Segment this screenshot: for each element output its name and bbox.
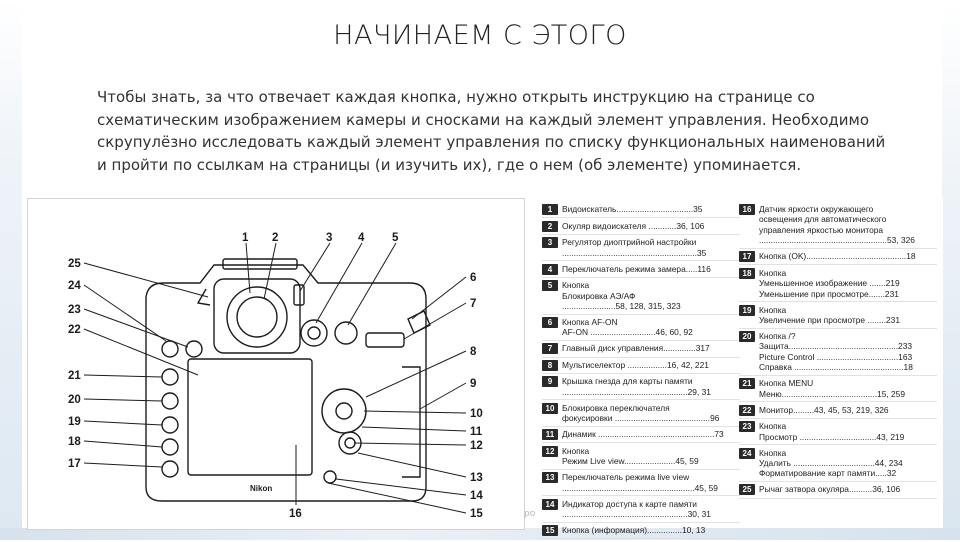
callout-number-20: 20 <box>68 394 81 406</box>
legend-text: Индикатор доступа к карте памяти ......................................................30, 31 <box>562 498 711 520</box>
legend-row-18 <box>739 268 937 302</box>
callout-number-23: 23 <box>68 304 81 316</box>
legend-text: Динамик ..................................................73 <box>562 429 724 440</box>
legend-number: 10 <box>542 403 558 414</box>
slide-title: НАЧИНАЕМ С ЭТОГО <box>333 20 627 51</box>
legend-number: 23 <box>739 421 755 432</box>
legend-text: Регулятор диоптрийной настройки ..........................................................35 <box>562 237 707 258</box>
legend-text: Кнопка Режим Live view......................45, 59 <box>562 445 699 467</box>
legend-row-3 <box>542 237 740 261</box>
legend-text: Мультиселектор .................16, 42, 221 <box>562 359 709 370</box>
legend-row-13 <box>542 472 740 496</box>
legend-panel <box>532 198 943 535</box>
legend-number: 16 <box>739 204 755 215</box>
legend-row-25 <box>739 484 937 498</box>
viewfinder-lens <box>237 297 277 337</box>
legend-number: 5 <box>542 280 558 291</box>
legend-number: 14 <box>542 499 558 510</box>
legend-text: Крышка гнезда для карты памяти ......................................................29, 31 <box>562 376 711 397</box>
callout-number-15: 15 <box>470 508 483 520</box>
legend-text: Кнопка (OK)...........................................18 <box>759 251 916 262</box>
legend-text: Окуляр видоискателя ............36, 106 <box>562 220 705 231</box>
legend-row-8 <box>542 360 740 374</box>
legend-number: 12 <box>542 446 558 457</box>
legend-row-24 <box>739 448 937 482</box>
decor-stripe-right <box>942 0 960 540</box>
callout-number-13: 13 <box>470 472 483 484</box>
main-command-dial <box>366 333 404 347</box>
callout-number-6: 6 <box>470 272 477 284</box>
legend-row-17 <box>739 251 937 265</box>
legend-number: 20 <box>739 331 755 342</box>
legend-number: 1 <box>542 204 558 215</box>
callout-number-3: 3 <box>326 232 333 244</box>
legend-row-21 <box>739 378 937 402</box>
legend-row-16 <box>739 204 937 249</box>
viewfinder-eyepiece <box>227 287 287 347</box>
legend-text: Переключатель режима live view .........................................................45, 59 <box>562 472 718 493</box>
legend-text: Кнопка Уменьшенное изображение .......219 Уменьшение при просмотре.......231 <box>759 267 900 299</box>
legend-text: Кнопка /? Защита...............................................233 Picture Control ...................................163 Справка ...............................................18 <box>759 330 913 373</box>
callout-number-14: 14 <box>470 490 483 502</box>
zoom-in-button <box>162 417 178 433</box>
legend-row-22 <box>739 405 937 419</box>
legend-text: Кнопка Просмотр .................................43, 219 <box>759 421 905 442</box>
legend-text: Видоискатель.................................35 <box>562 204 703 214</box>
callout-number-25: 25 <box>68 258 81 270</box>
playback-button <box>162 341 178 357</box>
callout-number-19: 19 <box>68 416 81 428</box>
diopter-knob <box>294 285 304 305</box>
legend-number: 2 <box>542 221 558 232</box>
brand-logo-text: Nikon <box>250 484 273 493</box>
legend-text: Кнопка Блокировка АЭ/АФ .......................58, 128, 315, 323 <box>562 280 681 311</box>
camera-diagram <box>28 199 524 529</box>
slide-body-text: Чтобы знать, за что отвечает каждая кнопка, нужно открыть инструкцию на странице со схематическим изображением камеры и сносками на каждый элемент управления. Необходимо скрупулёзно исследовать каждый элемент управления по списку функциональных наименований и пройти по ссылкам на страницы (и изучить их), где о нем (об элементе) упоминается. <box>97 88 886 174</box>
ok-button <box>162 461 178 477</box>
legend-text: Переключатель режима замера.....116 <box>562 263 711 274</box>
legend-column-1 <box>542 204 740 542</box>
legend-row-5 <box>542 280 740 314</box>
callout-number-5: 5 <box>392 232 399 244</box>
legend-row-11 <box>542 429 740 443</box>
legend-number: 25 <box>739 484 755 495</box>
callout-number-7: 7 <box>470 298 477 310</box>
callout-number-21: 21 <box>68 370 81 382</box>
watermark-text: ро <box>524 509 536 519</box>
legend-row-15 <box>542 525 740 539</box>
delete-button <box>186 341 202 357</box>
legend-row-14 <box>542 499 740 523</box>
legend-number: 11 <box>542 429 558 440</box>
legend-text: Монитор.........43, 45, 53, 219, 326 <box>759 404 889 415</box>
lcd-monitor <box>188 359 312 475</box>
metering-selector <box>301 320 327 346</box>
legend-number: 9 <box>542 376 558 387</box>
hot-shoe <box>223 259 297 269</box>
legend-text: Главный диск управления..............317 <box>562 343 710 354</box>
menu-button <box>162 369 178 385</box>
legend-row-1 <box>542 204 740 218</box>
legend-number: 6 <box>542 317 558 328</box>
callout-number-9: 9 <box>470 378 477 390</box>
legend-text: Датчик яркости окружающего освещения для автоматического управления яркостью монитора .......................................................53, 326 <box>759 204 915 246</box>
legend-text: Кнопка (информация)...............10, 13 <box>562 525 706 535</box>
legend-number: 19 <box>739 305 755 316</box>
callout-number-1: 1 <box>242 232 249 244</box>
legend-number: 8 <box>542 360 558 371</box>
camera-diagram-panel <box>27 198 525 530</box>
legend-text: Кнопка MENU Меню.........................................15, 259 <box>759 378 905 399</box>
callout-number-10: 10 <box>470 408 483 420</box>
legend-text: Блокировка переключателя фокусировки .........................................96 <box>562 402 720 424</box>
callout-number-18: 18 <box>68 436 81 448</box>
legend-row-9 <box>542 376 740 400</box>
legend-number: 15 <box>542 525 558 536</box>
legend-number: 22 <box>739 405 755 416</box>
callout-number-22: 22 <box>68 324 81 336</box>
legend-row-6 <box>542 317 740 341</box>
legend-number: 7 <box>542 343 558 354</box>
legend-row-7 <box>542 343 740 357</box>
callout-number-24: 24 <box>68 280 81 292</box>
legend-row-20 <box>739 331 937 376</box>
legend-number: 18 <box>739 268 755 279</box>
callout-number-11: 11 <box>470 426 483 438</box>
callout-number-2: 2 <box>272 232 279 244</box>
card-slot-cover <box>402 367 420 477</box>
legend-text: Кнопка Удалить ...................................44, 234 Форматирование карт памяти.....32 <box>759 447 903 479</box>
legend-number: 3 <box>542 237 558 248</box>
callout-number-16: 16 <box>289 508 302 520</box>
legend-text: Кнопка AF-ON AF-ON ............................46, 60, 92 <box>562 316 693 338</box>
zoom-out-button <box>162 439 178 455</box>
multi-selector <box>322 389 366 433</box>
legend-number: 24 <box>739 448 755 459</box>
legend-number: 21 <box>739 378 755 389</box>
legend-column-2 <box>739 204 937 501</box>
callout-number-4: 4 <box>358 232 365 244</box>
protect-button <box>162 393 178 409</box>
legend-number: 13 <box>542 472 558 483</box>
legend-text: Рычаг затвора окуляра..........36, 106 <box>759 484 901 495</box>
decor-stripe-left <box>0 0 22 540</box>
legend-row-23 <box>739 421 937 445</box>
legend-row-19 <box>739 305 937 329</box>
callout-number-12: 12 <box>470 440 483 452</box>
info-button <box>324 471 336 483</box>
legend-number: 4 <box>542 264 558 275</box>
callout-number-8: 8 <box>470 346 477 358</box>
legend-text: Кнопка Увеличение при просмотре ........231 <box>759 304 900 325</box>
legend-number: 17 <box>739 251 755 262</box>
af-on-button <box>335 322 357 344</box>
legend-row-12 <box>542 446 740 470</box>
legend-row-2 <box>542 221 740 235</box>
legend-row-4 <box>542 264 740 278</box>
legend-row-10 <box>542 403 740 427</box>
eyepiece-shutter-lever <box>198 289 210 305</box>
callout-number-17: 17 <box>68 458 81 470</box>
